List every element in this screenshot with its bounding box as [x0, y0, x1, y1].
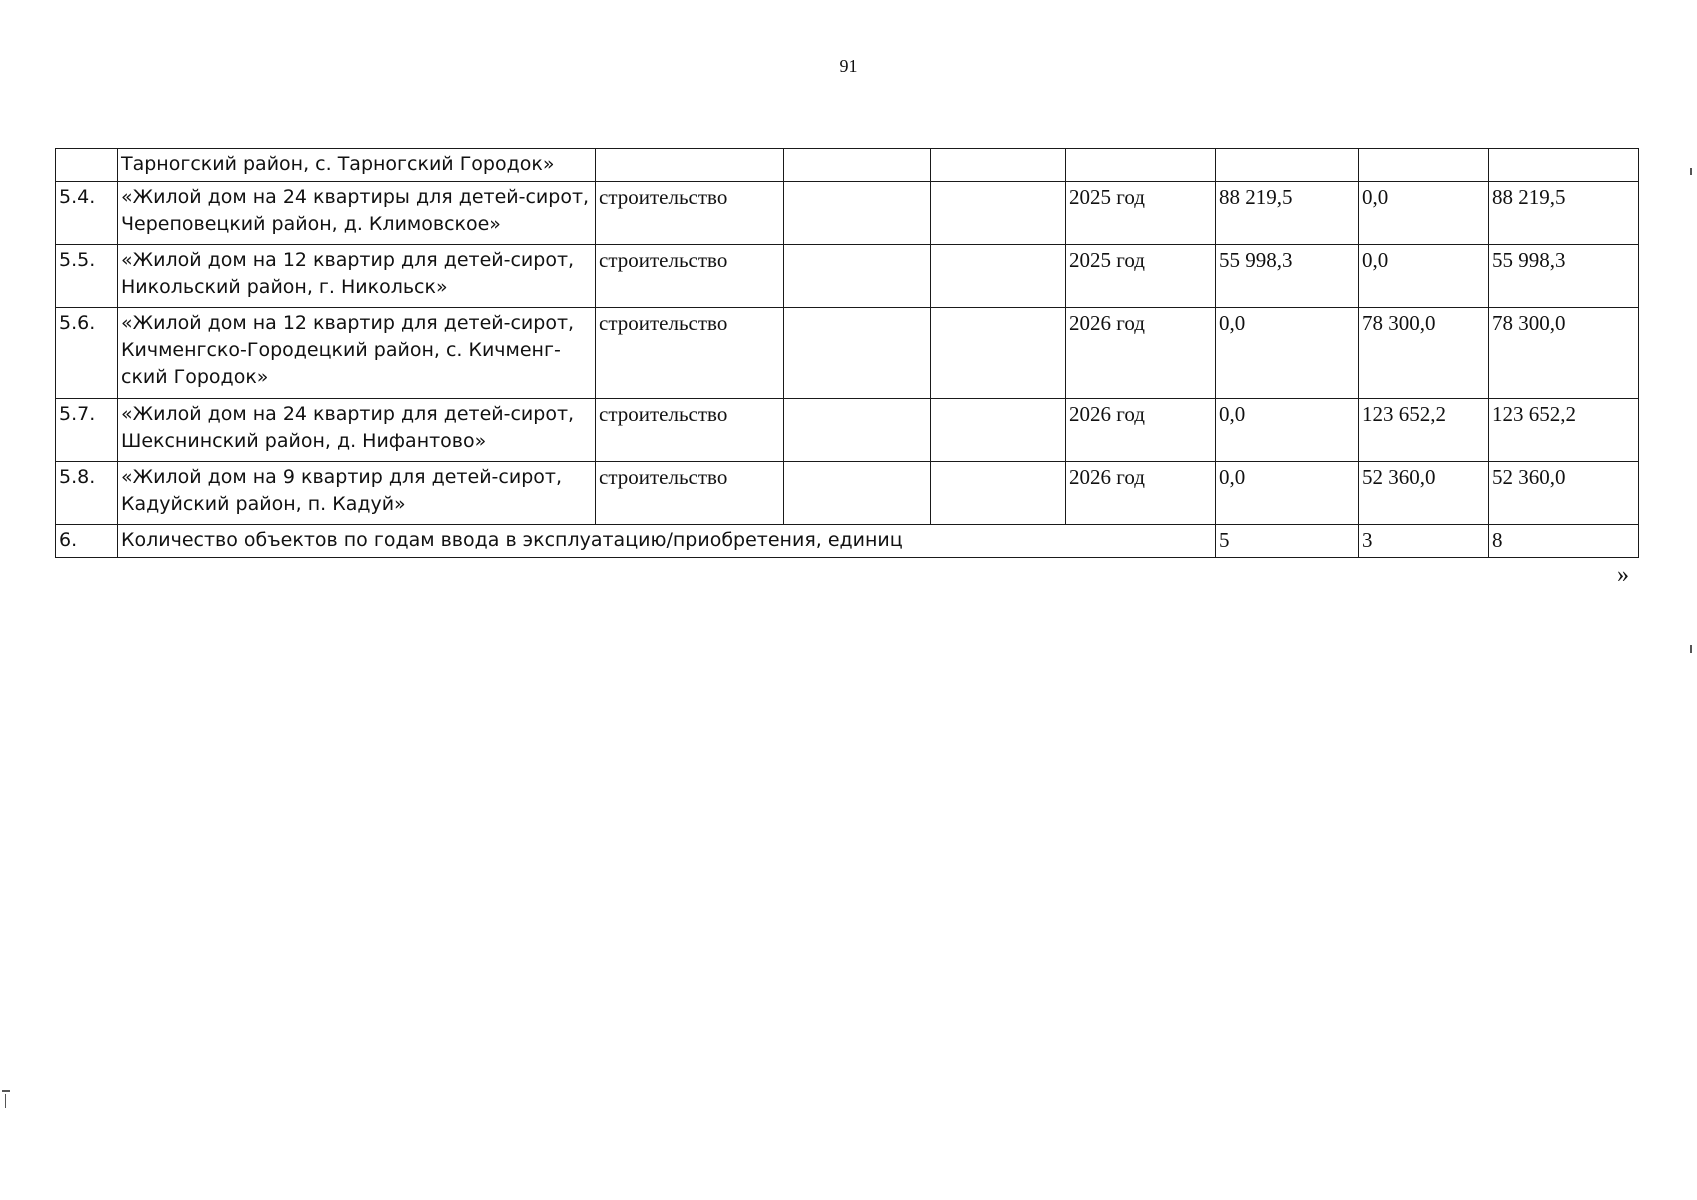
cell-col4	[784, 462, 931, 525]
table-row	[56, 308, 1639, 399]
scan-edge-mark	[1690, 168, 1692, 175]
table-row-continuation	[56, 149, 1639, 182]
cell-col5	[931, 149, 1066, 182]
cell-value-2: 0,0	[1359, 182, 1489, 245]
cell-value-3: 88 219,5	[1489, 182, 1639, 245]
objects-table	[55, 148, 1639, 558]
cell-kind: строительство	[596, 245, 784, 308]
cell-col5	[931, 308, 1066, 399]
table-row-total	[56, 525, 1639, 558]
cell-year: 2026 год	[1066, 308, 1216, 399]
cell-total-value-3: 8	[1489, 525, 1639, 558]
cell-value-3: 55 998,3	[1489, 245, 1639, 308]
cell-col4	[784, 308, 931, 399]
objects-table-container	[55, 148, 1638, 558]
cell-value-2: 52 360,0	[1359, 462, 1489, 525]
cell-col5	[931, 245, 1066, 308]
cell-value-1: 0,0	[1216, 308, 1359, 399]
closing-quote-mark: »	[1617, 562, 1629, 588]
cell-value-1: 0,0	[1216, 462, 1359, 525]
cell-number: 5.8.	[56, 462, 118, 525]
cell-object-name: «Жилой дом на 24 квартиры для детей-сирот, Череповецкий район, д. Климовское»	[118, 182, 596, 245]
cell-object-name: «Жилой дом на 9 квартир для детей-сирот, Кадуйский район, п. Кадуй»	[118, 462, 596, 525]
cell-value-1: 0,0	[1216, 399, 1359, 462]
cell-kind: строительство	[596, 399, 784, 462]
cell-col5	[931, 399, 1066, 462]
cell-col4	[784, 245, 931, 308]
cell-value-1: 55 998,3	[1216, 245, 1359, 308]
cell-object-name: «Жилой дом на 12 квартир для детей-сирот, Никольский район, г. Никольск»	[118, 245, 596, 308]
cell-value-3: 52 360,0	[1489, 462, 1639, 525]
cell-year: 2025 год	[1066, 245, 1216, 308]
cell-number: 5.7.	[56, 399, 118, 462]
table-row	[56, 182, 1639, 245]
cell-col4	[784, 149, 931, 182]
cell-object-name: «Жилой дом на 24 квартир для детей-сирот, Шекснинский район, д. Нифантово»	[118, 399, 596, 462]
cell-value-3: 78 300,0	[1489, 308, 1639, 399]
cell-year: 2025 год	[1066, 182, 1216, 245]
cell-col4	[784, 399, 931, 462]
cell-number: 5.6.	[56, 308, 118, 399]
scan-edge-mark	[1690, 645, 1692, 653]
cell-value-2: 123 652,2	[1359, 399, 1489, 462]
cell-number	[56, 149, 118, 182]
page-number: 91	[839, 56, 858, 76]
cell-number: 6.	[56, 525, 118, 558]
scan-edge-mark	[2, 1090, 10, 1092]
cell-kind: строительство	[596, 308, 784, 399]
cell-value-2: 78 300,0	[1359, 308, 1489, 399]
cell-value-1: 88 219,5	[1216, 182, 1359, 245]
cell-total-value-1: 5	[1216, 525, 1359, 558]
cell-year: 2026 год	[1066, 399, 1216, 462]
table-row	[56, 245, 1639, 308]
scan-edge-mark	[5, 1094, 6, 1108]
cell-value-2: 0,0	[1359, 245, 1489, 308]
cell-number: 5.5.	[56, 245, 118, 308]
cell-object-name: «Жилой дом на 12 квартир для детей-сирот, Кичменгско-Городецкий район, с. Кичменг-ский Городок»	[118, 308, 596, 399]
table-row	[56, 462, 1639, 525]
cell-object-name: Тарногский район, с. Тарногский Городок»	[118, 149, 596, 182]
cell-col4	[784, 182, 931, 245]
cell-total-value-2: 3	[1359, 525, 1489, 558]
cell-kind: строительство	[596, 462, 784, 525]
cell-kind: строительство	[596, 182, 784, 245]
cell-col5	[931, 462, 1066, 525]
cell-year: 2026 год	[1066, 462, 1216, 525]
cell-value-1	[1216, 149, 1359, 182]
cell-col5	[931, 182, 1066, 245]
cell-year	[1066, 149, 1216, 182]
table-row	[56, 399, 1639, 462]
cell-value-3	[1489, 149, 1639, 182]
cell-number: 5.4.	[56, 182, 118, 245]
cell-total-label: Количество объектов по годам ввода в эксплуатацию/приобретения, единиц	[118, 525, 1216, 558]
cell-kind	[596, 149, 784, 182]
cell-value-2	[1359, 149, 1489, 182]
cell-value-3: 123 652,2	[1489, 399, 1639, 462]
